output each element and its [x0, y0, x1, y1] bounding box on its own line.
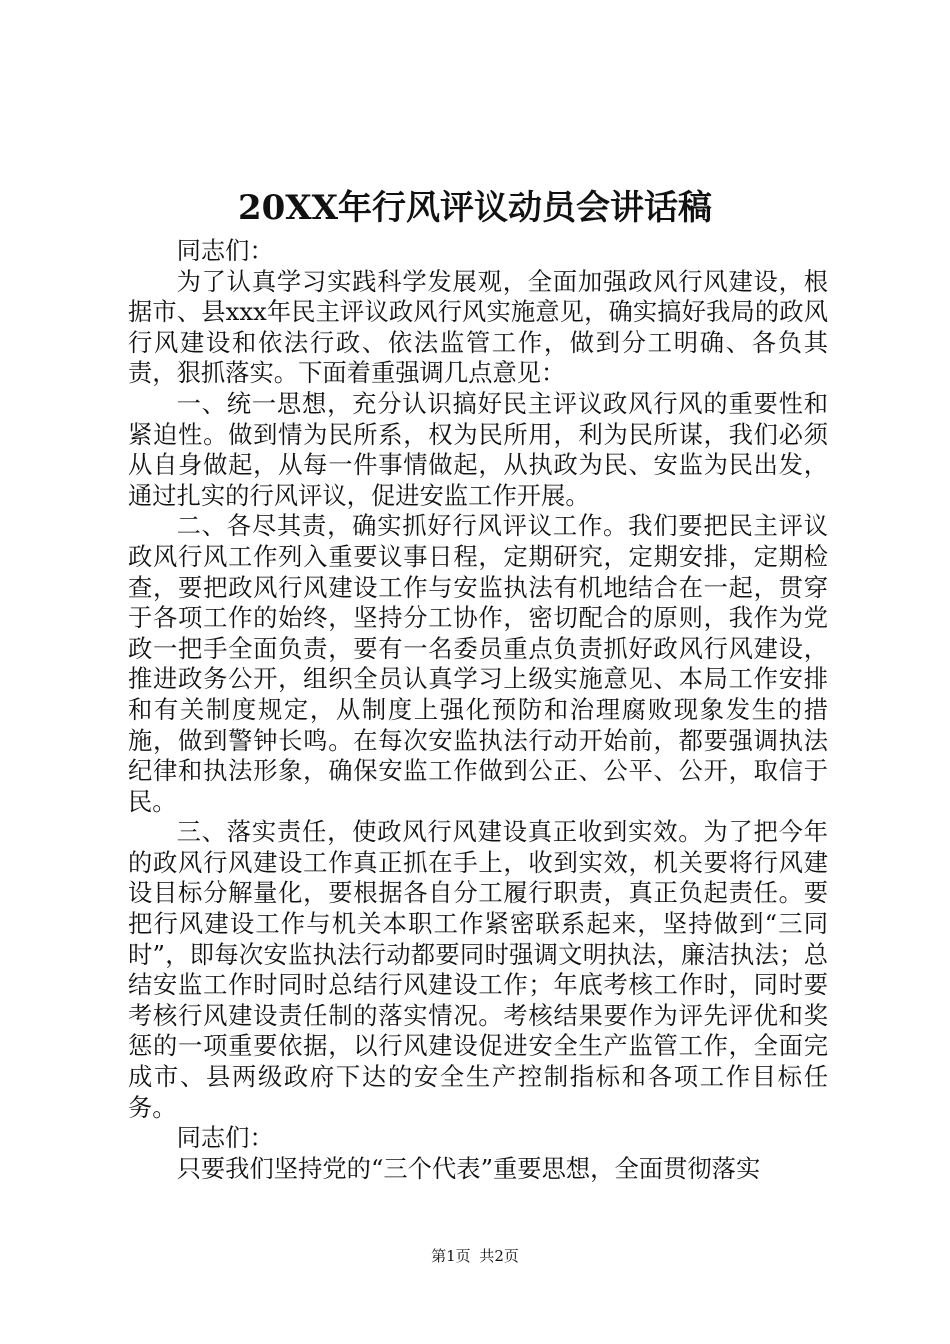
paragraph-closing: 只要我们坚持党的“三个代表”重要思想，全面贯彻落实	[176, 1153, 761, 1183]
paragraph-point-two: 二、各尽其责，确实抓好行风评议工作。我们要把民主评议政风行风工作列入重要议事日程，定期研究，定期安排，定期检查，要把政风行风建设工作与安监执法有机地结合在一起，贯穿于各项工作的始终，坚持分工协作，密切配合的原则，我作为党政一把手全面负责，要有一名委员重点负责抓好政风行风建设，推进政务公开，组织全员认真学习上级实施意见、本局工作安排和有关制度规定，从制度上强化预防和治理腐败现象发生的措施，做到警钟长鸣。在每次安监执法行动开始前，都要强调执法纪律和执法形象，确保安监工作做到公正、公平、公开，取信于民。	[128, 511, 828, 816]
document-title: 20XX年行风评议动员会讲话稿	[237, 188, 713, 228]
salutation-closing: 同志们：	[176, 1123, 274, 1153]
page-footer	[0, 1246, 950, 1266]
page-total: 共2页	[479, 1247, 519, 1265]
paragraph-point-three: 三、落实责任，使政风行风建设真正收到实效。为了把今年的政风行风建设工作真正抓在手上，收到实效，机关要将行风建设目标分解量化，要根据各自分工履行职责，真正负起责任。要把行风建设工作与机关本职工作紧密联系起来，坚持做到“三同时”，即每次安监执法行动都要同时强调文明执法，廉洁执法；总结安监工作时同时总结行风建设工作；年底考核工作时，同时要考核行风建设责任制的落实情况。考核结果要作为评先评优和奖惩的一项重要依据，以行风建设促进安全生产监管工作，全面完成市、县两级政府下达的安全生产控制指标和各项工作目标任务。	[128, 817, 828, 1122]
document-body	[128, 236, 828, 1184]
paragraph-point-one: 一、统一思想，充分认识搞好民主评议政风行风的重要性和紧迫性。做到情为民所系，权为民所用，利为民所谋，我们必须从自身做起，从每一件事情做起，从执政为民、安监为民出发，通过扎实的行风评议，促进安监工作开展。	[128, 388, 828, 510]
paragraph-intro: 为了认真学习实践科学发展观，全面加强政风行风建设，根据市、县xxx年民主评议政风行风实施意见，确实搞好我局的政风行风建设和依法行政、依法监管工作，做到分工明确、各负其责，狠抓落实。下面着重强调几点意见：	[128, 266, 828, 388]
salutation: 同志们：	[176, 236, 274, 265]
page-number: 第1页	[431, 1247, 471, 1265]
